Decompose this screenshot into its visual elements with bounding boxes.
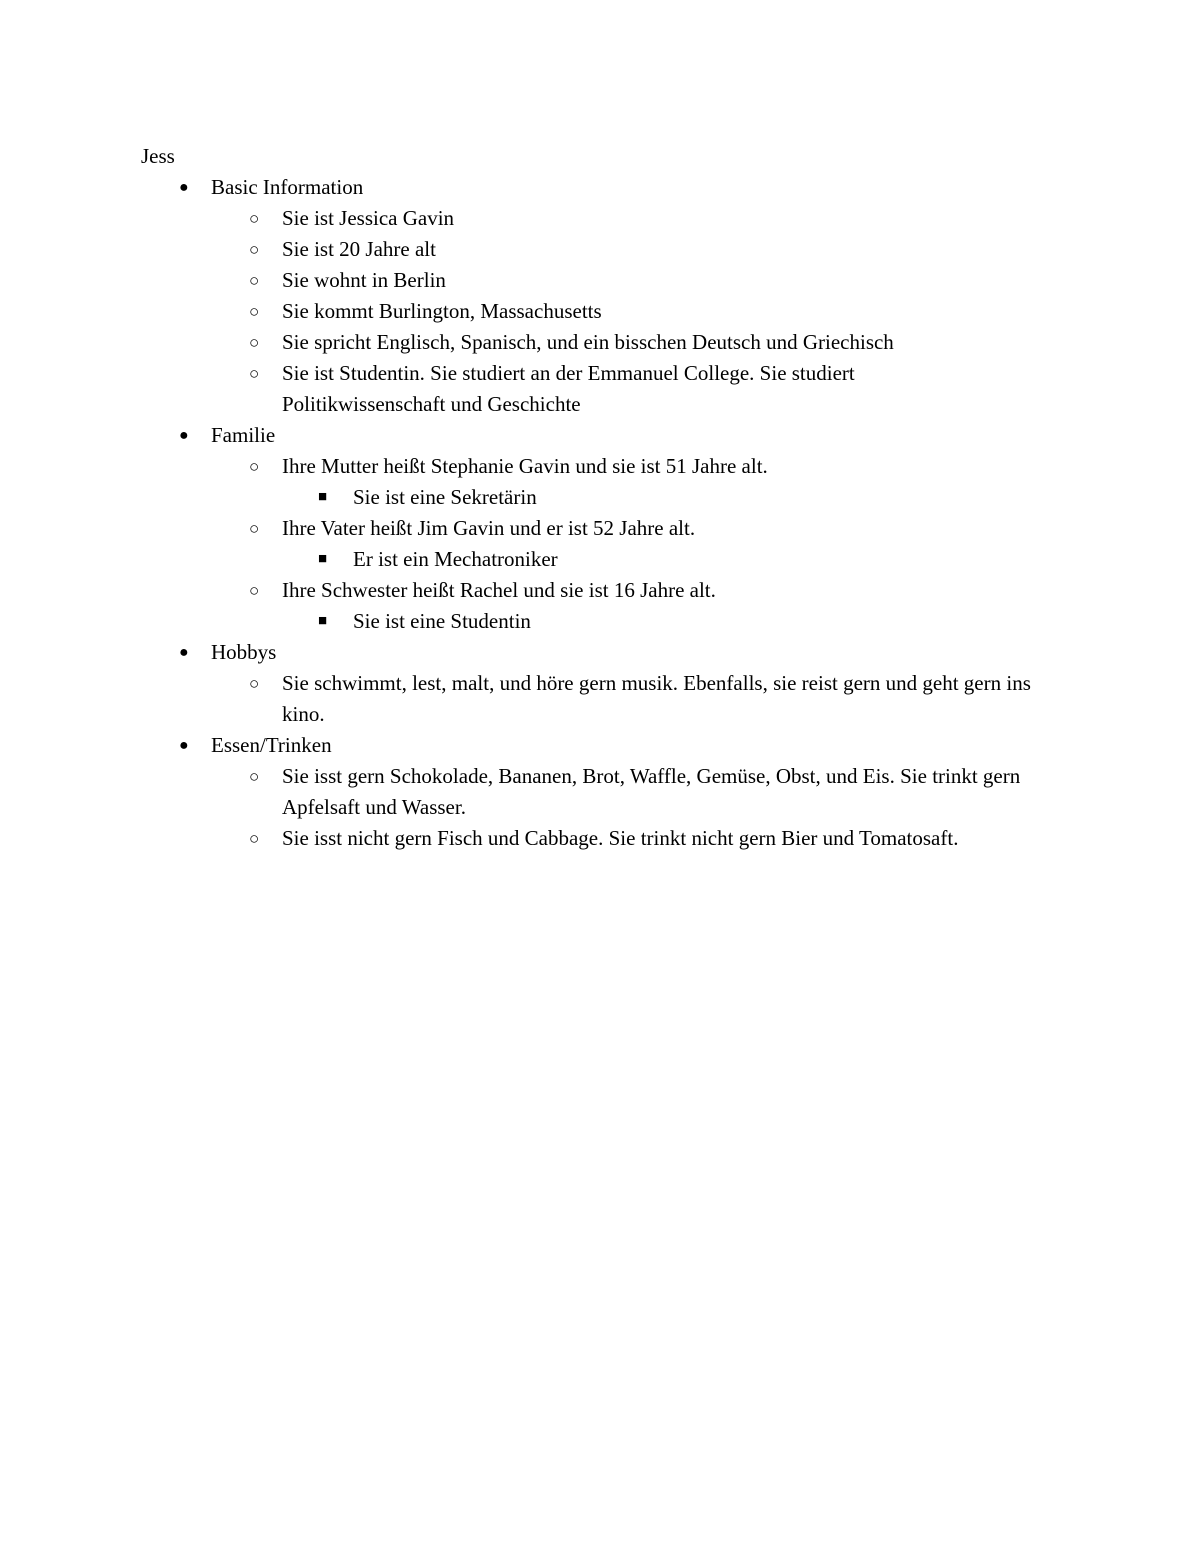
disc-bullet-icon [179,172,189,203]
list-item [282,451,768,482]
list-item-text: Sie schwimmt, lest, malt, und höre gern musik. Ebenfalls, sie reist gern und geht gern ins kino. [282,671,1031,726]
section-heading-label: Familie [211,423,276,447]
sub-list-item-text: Sie ist eine Sekretärin [353,485,537,509]
list-item [282,234,436,265]
list-item [282,296,602,327]
list-item-text: Ihre Schwester heißt Rachel und sie ist 16 Jahre alt. [282,578,716,602]
list-item [282,575,716,606]
sub-list-item-text: Sie ist eine Studentin [353,609,531,633]
section-heading-familie [211,420,275,451]
circle-bullet-icon [249,265,259,296]
sub-list-item [353,482,537,513]
list-item-text: Sie ist 20 Jahre alt [282,237,436,261]
list-item [282,823,958,854]
circle-bullet-icon [249,575,259,606]
circle-bullet-icon [249,296,259,327]
disc-bullet-icon [179,637,189,668]
section-heading-hobbys [211,637,276,668]
circle-bullet-icon [249,761,259,792]
sub-list-item [353,544,558,575]
circle-bullet-icon [249,513,259,544]
section-heading-label: Basic Information [211,175,364,199]
list-item [282,327,894,358]
list-item [282,203,454,234]
square-bullet-icon [318,544,327,575]
list-item-text: Ihre Mutter heißt Stephanie Gavin und sie ist 51 Jahre alt. [282,454,768,478]
list-item-text: Sie wohnt in Berlin [282,268,446,292]
section-heading-basic-information [211,172,363,203]
list-item-text: Sie spricht Englisch, Spanisch, und ein bisschen Deutsch und Griechisch [282,330,894,354]
list-item [282,513,695,544]
disc-bullet-icon [179,730,189,761]
section-heading-label: Essen/Trinken [211,733,332,757]
square-bullet-icon [318,606,327,637]
circle-bullet-icon [249,234,259,265]
circle-bullet-icon [249,358,259,389]
square-bullet-icon [318,482,327,513]
circle-bullet-icon [249,668,259,699]
sub-list-item-text: Er ist ein Mechatroniker [353,547,558,571]
circle-bullet-icon [249,203,259,234]
section-heading-essen-trinken [211,730,332,761]
sub-list-item [353,606,531,637]
list-item-text: Sie isst gern Schokolade, Bananen, Brot, Waffle, Gemüse, Obst, und Eis. Sie trinkt gern Apfelsaft und Wasser. [282,764,1021,819]
list-item-text: Sie ist Jessica Gavin [282,206,455,230]
circle-bullet-icon [249,451,259,482]
list-item-text: Ihre Vater heißt Jim Gavin und er ist 52 Jahre alt. [282,516,696,540]
section-heading-label: Hobbys [211,640,277,664]
list-item [282,265,446,296]
document-title: Jess [141,144,175,168]
list-item [282,668,1052,730]
disc-bullet-icon [179,420,189,451]
list-item [282,761,1022,823]
list-item [282,358,942,420]
list-item-text: Sie isst nicht gern Fisch und Cabbage. Sie trinkt nicht gern Bier und Tomatosaft. [282,826,959,850]
list-item-text: Sie ist Studentin. Sie studiert an der Emmanuel College. Sie studiert Politikwissenschaft und Geschichte [282,361,855,416]
circle-bullet-icon [249,327,259,358]
list-item-text: Sie kommt Burlington, Massachusetts [282,299,602,323]
circle-bullet-icon [249,823,259,854]
